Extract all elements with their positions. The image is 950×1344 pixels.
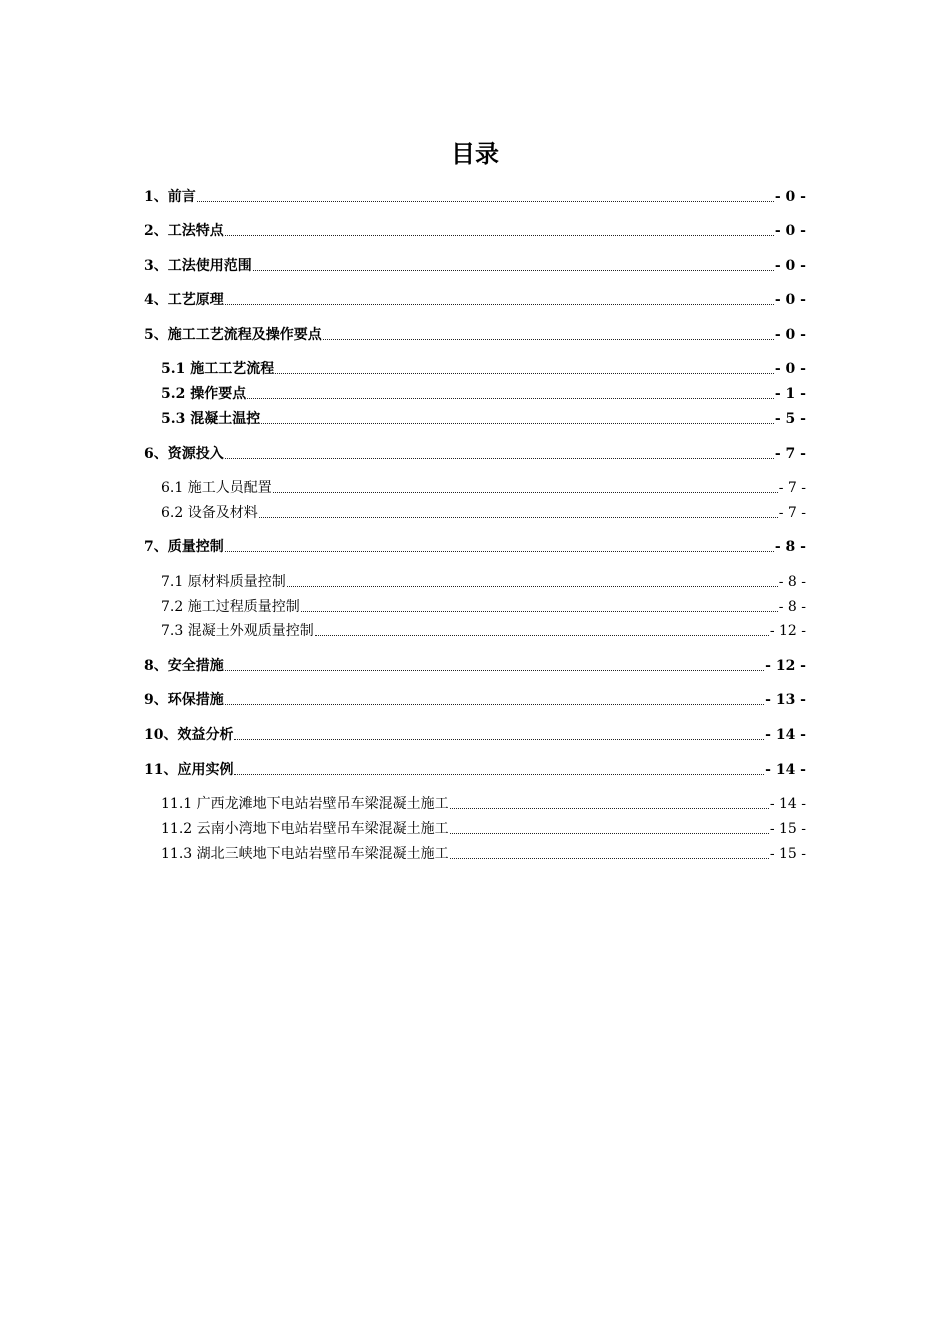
toc-entry[interactable] xyxy=(161,359,806,379)
toc-dot-leader xyxy=(259,517,778,518)
toc-title: 目录 xyxy=(451,140,499,168)
toc-entry-page: - 7 - xyxy=(778,480,806,496)
toc-dot-leader xyxy=(225,304,774,305)
toc-entry[interactable] xyxy=(161,572,806,592)
toc-dot-leader xyxy=(234,739,764,740)
toc-entry-label: 6.1 施工人员配置 xyxy=(161,480,272,496)
toc-dot-leader xyxy=(261,423,774,424)
toc-entry-label: 3、工法使用范围 xyxy=(144,258,252,274)
toc-entry-label: 11、应用实例 xyxy=(144,762,234,778)
toc-entry-page: - 12 - xyxy=(769,623,806,639)
toc-entry[interactable] xyxy=(144,187,806,207)
toc-entry-page: - 14 - xyxy=(769,796,806,812)
toc-entry-page: - 1 - xyxy=(774,386,806,402)
toc-dot-leader xyxy=(301,611,778,612)
toc-entry[interactable] xyxy=(144,537,806,557)
toc-entry[interactable] xyxy=(161,478,806,498)
toc-entry-page: - 7 - xyxy=(774,446,806,462)
toc-entry-page: - 0 - xyxy=(774,327,806,343)
toc-entry-page: - 0 - xyxy=(774,292,806,308)
toc-entry-label: 10、效益分析 xyxy=(144,727,234,743)
toc-entry-page: - 5 - xyxy=(774,411,806,427)
toc-dot-leader xyxy=(287,586,778,587)
toc-entry[interactable] xyxy=(144,290,806,310)
toc-entry[interactable] xyxy=(161,819,806,839)
toc-entry[interactable] xyxy=(144,221,806,241)
toc-dot-leader xyxy=(273,492,778,493)
toc-entry-page: - 0 - xyxy=(774,258,806,274)
toc-entry-label: 7.1 原材料质量控制 xyxy=(161,574,286,590)
toc-entry-page: - 8 - xyxy=(778,599,806,615)
toc-entry-label: 7.2 施工过程质量控制 xyxy=(161,599,300,615)
toc-dot-leader xyxy=(225,670,764,671)
toc-dot-leader xyxy=(253,270,774,271)
toc-entry[interactable] xyxy=(161,794,806,814)
toc-entry-page: - 14 - xyxy=(765,762,806,778)
toc-entry[interactable] xyxy=(161,621,806,641)
toc-entry[interactable] xyxy=(144,725,806,745)
toc-dot-leader xyxy=(234,774,764,775)
toc-entry-label: 1、前言 xyxy=(144,189,196,205)
toc-dot-leader xyxy=(450,808,769,809)
toc-entry-page: - 0 - xyxy=(774,189,806,205)
toc-dot-leader xyxy=(315,635,769,636)
toc-entry[interactable] xyxy=(161,409,806,429)
toc-entry-label: 5.1 施工工艺流程 xyxy=(161,361,275,377)
toc-entry-page: - 8 - xyxy=(774,539,806,555)
toc-entry[interactable] xyxy=(161,384,806,404)
toc-entry-label: 5、施工工艺流程及操作要点 xyxy=(144,327,322,343)
toc-dot-leader xyxy=(450,833,769,834)
toc-entry-page: - 15 - xyxy=(769,846,806,862)
toc-entry[interactable] xyxy=(144,760,806,780)
toc-dot-leader xyxy=(275,373,774,374)
toc-entry-page: - 15 - xyxy=(769,821,806,837)
toc-entry-label: 6.2 设备及材料 xyxy=(161,505,258,521)
toc-entry-label: 8、安全措施 xyxy=(144,658,224,674)
toc-entry-page: - 8 - xyxy=(778,574,806,590)
toc-dot-leader xyxy=(225,704,764,705)
toc-entry-label: 7.3 混凝土外观质量控制 xyxy=(161,623,314,639)
toc-entry[interactable] xyxy=(144,690,806,710)
toc-entry[interactable] xyxy=(144,256,806,276)
toc-entry-label: 4、工艺原理 xyxy=(144,292,224,308)
toc-entry-label: 11.3 湖北三峡地下电站岩壁吊车梁混凝土施工 xyxy=(161,846,449,862)
toc-entry-page: - 0 - xyxy=(774,361,806,377)
toc-entry[interactable] xyxy=(161,503,806,523)
toc-entry-label: 11.2 云南小湾地下电站岩壁吊车梁混凝土施工 xyxy=(161,821,449,837)
toc-entry[interactable] xyxy=(144,444,806,464)
toc-entry-label: 11.1 广西龙滩地下电站岩壁吊车梁混凝土施工 xyxy=(161,796,449,812)
toc-dot-leader xyxy=(225,458,774,459)
toc-entry-label: 5.3 混凝土温控 xyxy=(161,411,261,427)
toc-entry-page: - 12 - xyxy=(765,658,806,674)
toc-entry[interactable] xyxy=(144,325,806,345)
toc-entry[interactable] xyxy=(144,656,806,676)
toc-dot-leader xyxy=(197,201,774,202)
toc-entry[interactable] xyxy=(161,844,806,864)
toc-dot-leader xyxy=(323,339,774,340)
toc-entry-page: - 13 - xyxy=(765,692,806,708)
toc-entry-label: 9、环保措施 xyxy=(144,692,224,708)
toc-entry[interactable] xyxy=(161,597,806,617)
toc-entry-label: 5.2 操作要点 xyxy=(161,386,247,402)
toc-entry-label: 2、工法特点 xyxy=(144,223,224,239)
toc-entry-page: - 7 - xyxy=(778,505,806,521)
toc-entry-page: - 0 - xyxy=(774,223,806,239)
toc-dot-leader xyxy=(450,858,769,859)
toc-dot-leader xyxy=(225,551,774,552)
toc-entry-label: 7、质量控制 xyxy=(144,539,224,555)
toc-entry-label: 6、资源投入 xyxy=(144,446,224,462)
toc-dot-leader xyxy=(247,398,774,399)
toc-dot-leader xyxy=(225,235,774,236)
toc-entry-page: - 14 - xyxy=(765,727,806,743)
